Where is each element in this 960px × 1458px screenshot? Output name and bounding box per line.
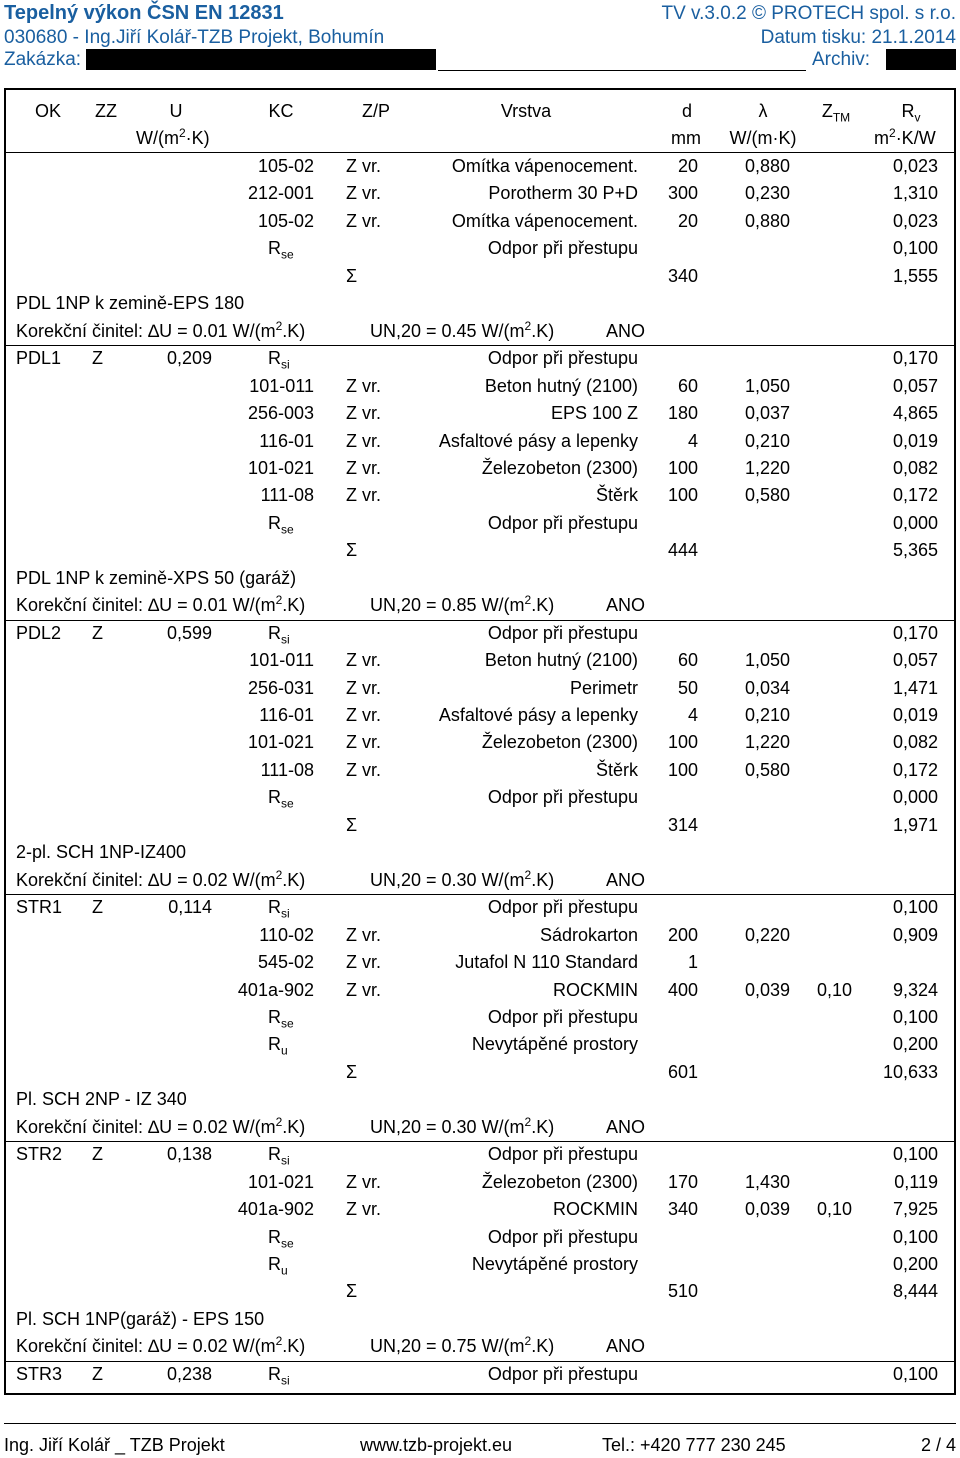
layer-lambda: 0,210 — [744, 430, 790, 451]
layer-thickness: 100 — [667, 732, 698, 753]
resistance-symbol: $R_{si}$ — [268, 897, 290, 921]
col-rv-unit: $m^2\cdot K/W$ — [874, 126, 936, 148]
table-row — [6, 345, 954, 372]
layer-code: 116-01 — [259, 705, 314, 725]
col-u-unit: $W/(m^2\cdot K)$ — [136, 126, 210, 148]
correction-factor: Korekční činitel: ∆U = 0.02 $W/(m^2.K)$ — [16, 1334, 306, 1357]
construction-code: STR3 — [16, 1363, 63, 1384]
layer-code: 101-021 — [247, 1171, 314, 1192]
layer-lambda: 0,580 — [744, 485, 790, 506]
layer-zp: Z vr. — [346, 650, 381, 671]
layer-thickness: 314 — [667, 814, 698, 835]
layer-code: 105-02 — [257, 156, 314, 176]
layer-zp: Z vr. — [346, 457, 381, 478]
layer-resistance: 9,324 — [892, 979, 938, 1000]
layer-name: Omítka vápenocement. — [451, 156, 638, 176]
table-row — [6, 812, 954, 839]
col-lambda-unit: W/(m·K) — [729, 128, 797, 148]
resistance-symbol: $R_{si}$ — [268, 348, 290, 372]
layer-zp: Z vr. — [346, 952, 381, 973]
layer-code: 101-021 — [247, 457, 314, 478]
table-row — [6, 1251, 954, 1278]
sum-symbol: Σ — [346, 1281, 358, 1302]
layer-thickness: 4 — [687, 705, 698, 725]
layer-name: Jutafol N 110 Standard — [455, 952, 638, 973]
table-row — [6, 1004, 954, 1031]
table-row — [6, 647, 954, 674]
layer-resistance: 0,100 — [892, 1226, 938, 1247]
layer-zp: Z vr. — [346, 1199, 381, 1220]
un20-limit: UN,20 = 0.45 $W/(m^2.K)$ — [370, 318, 555, 341]
table-row — [6, 482, 954, 509]
layer-zp: Z vr. — [346, 210, 381, 231]
layer-name: Odpor při přestupu — [487, 787, 638, 808]
table-header-row-1 — [6, 98, 954, 125]
table-row — [6, 1196, 954, 1223]
table-row — [6, 1086, 954, 1113]
layer-name: Štěrk — [595, 485, 638, 506]
layer-name: ROCKMIN — [553, 979, 638, 1000]
table-row — [6, 867, 954, 894]
layer-name: Beton hutný (2100) — [484, 375, 638, 396]
table-row — [6, 400, 954, 427]
construction-code: STR2 — [16, 1144, 63, 1165]
col-zz-header: ZZ — [95, 101, 117, 121]
resistance-symbol: $R_{se}$ — [268, 1226, 294, 1251]
layer-code: 545-02 — [257, 952, 314, 973]
layer-lambda: 0,580 — [744, 759, 790, 780]
table-row — [6, 1224, 954, 1251]
layer-thickness: 444 — [667, 540, 698, 561]
table-row — [6, 1361, 954, 1388]
layer-name: Odpor při přestupu — [487, 622, 638, 643]
layer-thickness: 1 — [687, 952, 698, 973]
table-row — [6, 1141, 954, 1168]
correction-factor: Korekční činitel: ∆U = 0.01 $W/(m^2.K)$ — [16, 593, 306, 616]
layer-name: Odpor při přestupu — [487, 897, 638, 918]
layer-resistance: 0,100 — [892, 1144, 938, 1165]
col-layer-header: Vrstva — [500, 101, 552, 121]
col-rv-header: $R_v$ — [901, 101, 921, 125]
layer-name: Železobeton (2300) — [481, 457, 638, 478]
layer-resistance: 10,633 — [882, 1061, 938, 1082]
resistance-symbol: $R_{se}$ — [268, 238, 294, 262]
layer-thickness: 340 — [667, 1199, 698, 1220]
table-row — [6, 675, 954, 702]
layer-zp: Z vr. — [346, 403, 381, 424]
layer-resistance: 4,865 — [892, 403, 938, 424]
resistance-symbol: $R_{si}$ — [268, 1144, 290, 1168]
layer-lambda: 1,220 — [744, 457, 790, 478]
layer-resistance: 0,019 — [892, 705, 938, 725]
layer-lambda: 1,220 — [744, 732, 790, 753]
header-line-3 — [0, 48, 960, 71]
resistance-symbol: $R_u$ — [268, 1254, 288, 1278]
layer-zp: Z vr. — [346, 732, 381, 753]
layer-lambda: 1,050 — [744, 375, 790, 396]
layer-thickness: 340 — [667, 265, 698, 286]
layer-resistance: 7,925 — [892, 1199, 938, 1220]
layer-name: Sádrokarton — [539, 924, 638, 945]
layer-code: 101-011 — [249, 650, 314, 671]
layer-thickness: 200 — [667, 924, 698, 945]
layer-code: 212-001 — [247, 183, 314, 204]
table-row — [6, 784, 954, 811]
table-row — [6, 1278, 954, 1305]
footer-phone: Tel.: +420 777 230 245 — [602, 1435, 786, 1455]
layer-code: 101-021 — [247, 732, 314, 753]
order-redacted-bar — [86, 49, 436, 70]
table-row — [6, 318, 954, 345]
layer-name: Nevytápěné prostory — [471, 1034, 638, 1055]
layer-resistance: 0,119 — [894, 1171, 938, 1192]
construction-zz: Z — [92, 348, 103, 369]
table-row — [6, 565, 954, 592]
layer-code: 116-01 — [259, 430, 314, 451]
header-line-1 — [0, 2, 960, 25]
table-row — [6, 455, 954, 482]
layer-lambda: 0,220 — [744, 924, 790, 945]
layer-name: Odpor při přestupu — [487, 1363, 638, 1384]
table-row — [6, 235, 954, 262]
requirement-met: ANO — [606, 869, 646, 890]
construction-u-value: 0,599 — [166, 622, 212, 643]
table-row — [6, 894, 954, 921]
layer-lambda: 0,210 — [744, 705, 790, 725]
layer-thickness: 60 — [677, 650, 698, 671]
table-row — [6, 153, 954, 180]
table-row — [6, 1306, 954, 1333]
layer-ztm: 0,10 — [816, 979, 852, 1000]
layer-resistance: 0,200 — [892, 1254, 938, 1274]
col-ok-header: OK — [34, 101, 61, 121]
layer-thickness: 60 — [677, 375, 698, 396]
layer-lambda: 0,034 — [744, 677, 790, 698]
construction-zz: Z — [92, 1144, 103, 1165]
layer-code: 401a-902 — [237, 979, 314, 1000]
layer-resistance: 0,057 — [892, 650, 938, 671]
layer-code: 110-02 — [259, 924, 314, 945]
table-row — [6, 510, 954, 537]
col-ztm-header: $Z_{TM}$ — [821, 101, 851, 125]
un20-limit: UN,20 = 0.85 $W/(m^2.K)$ — [370, 593, 555, 616]
layer-zp: Z vr. — [346, 183, 381, 204]
layer-resistance: 0,170 — [892, 348, 938, 369]
sum-symbol: Σ — [346, 540, 358, 561]
layer-name: Železobeton (2300) — [481, 732, 638, 753]
layer-resistance: 0,023 — [892, 156, 938, 176]
table-row — [6, 1114, 954, 1141]
layer-resistance: 0,100 — [892, 1363, 938, 1384]
table-row — [6, 290, 954, 317]
col-lambda-header: λ — [758, 101, 768, 121]
page-footer — [0, 1420, 960, 1458]
layer-thickness: 4 — [687, 430, 698, 451]
table-row — [6, 1169, 954, 1196]
layer-resistance: 0,100 — [892, 1006, 938, 1027]
layer-code: 256-031 — [247, 677, 314, 698]
layer-name: EPS 100 Z — [550, 403, 638, 424]
layer-name: Železobeton (2300) — [481, 1171, 638, 1192]
layer-resistance: 1,310 — [892, 183, 938, 204]
table-row — [6, 592, 954, 619]
table-row — [6, 922, 954, 949]
layer-thickness: 510 — [667, 1281, 698, 1302]
layer-resistance: 0,200 — [892, 1034, 938, 1055]
archive-label: Archiv: — [812, 49, 871, 70]
layer-code: 401a-902 — [237, 1199, 314, 1220]
table-row — [6, 757, 954, 784]
author-info: 030680 - Ing.Jiří Kolář-TZB Projekt, Bohumín — [4, 27, 385, 48]
layer-zp: Z vr. — [346, 924, 381, 945]
sum-symbol: Σ — [346, 1061, 358, 1082]
archive-redacted-bar — [886, 49, 956, 70]
layer-name: Odpor při přestupu — [487, 348, 638, 369]
table-row — [6, 839, 954, 866]
construction-code: STR1 — [16, 897, 63, 918]
construction-code: PDL1 — [16, 348, 62, 369]
layer-resistance: 0,170 — [892, 622, 938, 643]
construction-table — [4, 88, 956, 1395]
construction-name: Pl. SCH 2NP - IZ 340 — [16, 1089, 187, 1110]
layer-code: 256-003 — [247, 403, 314, 424]
construction-u-value: 0,238 — [166, 1363, 212, 1384]
layer-resistance: 8,444 — [892, 1281, 938, 1302]
layer-zp: Z vr. — [346, 979, 381, 1000]
layer-name: Beton hutný (2100) — [484, 650, 638, 671]
table-row — [6, 729, 954, 756]
table-row — [6, 1059, 954, 1086]
layer-lambda: 0,039 — [744, 979, 790, 1000]
layer-zp: Z vr. — [346, 705, 381, 725]
table-row — [6, 373, 954, 400]
layer-thickness: 100 — [667, 485, 698, 506]
col-u-header: U — [169, 101, 183, 121]
resistance-symbol: $R_{si}$ — [268, 622, 290, 647]
layer-zp: Z vr. — [346, 485, 381, 506]
un20-limit: UN,20 = 0.30 $W/(m^2.K)$ — [370, 867, 555, 890]
resistance-symbol: $R_{se}$ — [268, 787, 294, 811]
footer-page-number: 2 / 4 — [920, 1435, 956, 1455]
order-underline — [438, 70, 806, 71]
layer-zp: Z vr. — [346, 677, 381, 698]
layer-resistance: 1,471 — [892, 677, 938, 698]
layer-thickness: 170 — [667, 1171, 698, 1192]
correction-factor: Korekční činitel: ∆U = 0.02 $W/(m^2.K)$ — [16, 867, 306, 890]
table-row — [6, 263, 954, 290]
layer-resistance: 1,971 — [892, 814, 938, 835]
layer-name: Perimetr — [569, 677, 638, 698]
table-row — [6, 620, 954, 647]
layer-thickness: 100 — [667, 759, 698, 780]
table-row — [6, 702, 954, 729]
construction-u-value: 0,209 — [166, 348, 212, 369]
layer-resistance: 0,100 — [892, 897, 938, 918]
print-date: Datum tisku: 21.1.2014 — [760, 27, 956, 48]
col-d-header: d — [681, 101, 692, 121]
layer-name: Asfaltové pásy a lepenky — [438, 705, 638, 725]
table-row — [6, 977, 954, 1004]
layer-thickness: 100 — [667, 457, 698, 478]
layer-resistance: 0,019 — [892, 430, 938, 451]
layer-thickness: 300 — [667, 183, 698, 204]
layer-lambda: 1,430 — [744, 1171, 790, 1192]
layer-thickness: 601 — [667, 1061, 698, 1082]
construction-name: PDL 1NP k zemině-XPS 50 (garáž) — [16, 567, 297, 588]
requirement-met: ANO — [606, 1116, 646, 1137]
layer-resistance: 0,909 — [892, 924, 938, 945]
layer-lambda: 0,037 — [744, 403, 790, 424]
construction-u-value: 0,114 — [168, 897, 212, 918]
table-row — [6, 1031, 954, 1058]
resistance-symbol: $R_u$ — [268, 1034, 288, 1058]
layer-resistance: 0,172 — [892, 759, 938, 780]
sum-symbol: Σ — [346, 265, 358, 286]
layer-code: 101-011 — [249, 375, 314, 396]
table-row — [6, 208, 954, 235]
layer-name: Štěrk — [595, 759, 638, 780]
page-header — [0, 0, 960, 72]
layer-zp: Z vr. — [346, 759, 381, 780]
construction-zz: Z — [92, 622, 103, 643]
layer-resistance: 0,100 — [892, 238, 938, 259]
requirement-met: ANO — [606, 1336, 646, 1357]
construction-name: PDL 1NP k zemině-EPS 180 — [16, 293, 245, 314]
layer-name: Nevytápěné prostory — [471, 1254, 638, 1274]
layer-resistance: 0,082 — [892, 457, 938, 478]
layer-lambda: 0,880 — [744, 210, 790, 231]
construction-name: Pl. SCH 1NP(garáž) - EPS 150 — [16, 1308, 265, 1329]
layer-code: 111-08 — [260, 759, 314, 780]
un20-limit: UN,20 = 0.75 $W/(m^2.K)$ — [370, 1334, 555, 1357]
col-d-unit: mm — [671, 128, 701, 148]
layer-code: 105-02 — [257, 210, 314, 231]
sum-symbol: Σ — [346, 814, 358, 835]
header-line-2 — [0, 26, 960, 49]
layer-resistance: 5,365 — [892, 540, 938, 561]
un20-limit: UN,20 = 0.30 $W/(m^2.K)$ — [370, 1114, 555, 1137]
layer-resistance: 0,172 — [892, 485, 938, 506]
order-label: Zakázka: — [4, 49, 82, 70]
layer-code: 111-08 — [260, 485, 314, 506]
layer-lambda: 0,039 — [744, 1199, 790, 1220]
table-header-row-2 — [6, 125, 954, 152]
requirement-met: ANO — [606, 595, 646, 616]
document-title: Tepelný výkon ČSN EN 12831 — [4, 2, 284, 24]
resistance-symbol: $R_{se}$ — [268, 512, 294, 537]
table-row — [6, 428, 954, 455]
layer-name: Odpor při přestupu — [487, 1144, 638, 1165]
table-row — [6, 949, 954, 976]
table-row — [6, 537, 954, 564]
col-kc-header: KC — [268, 101, 294, 121]
layer-zp: Z vr. — [346, 1171, 381, 1192]
footer-rule — [4, 1423, 956, 1424]
layer-name: ROCKMIN — [553, 1199, 638, 1220]
resistance-symbol: $R_{se}$ — [268, 1006, 294, 1031]
layer-name: Odpor při přestupu — [487, 1226, 638, 1247]
layer-zp: Z vr. — [346, 156, 381, 176]
layer-thickness: 400 — [667, 979, 698, 1000]
resistance-symbol: $R_{si}$ — [268, 1363, 290, 1388]
layer-thickness: 180 — [667, 403, 698, 424]
layer-lambda: 0,230 — [744, 183, 790, 204]
layer-name: Porotherm 30 P+D — [488, 183, 638, 204]
construction-u-value: 0,138 — [166, 1144, 212, 1165]
layer-ztm: 0,10 — [816, 1199, 852, 1220]
layer-resistance: 0,023 — [892, 210, 938, 231]
layer-zp: Z vr. — [346, 375, 381, 396]
construction-zz: Z — [92, 897, 103, 918]
layer-resistance: 0,082 — [892, 732, 938, 753]
software-version: TV v.3.0.2 © PROTECH spol. s r.o. — [661, 3, 956, 24]
layer-resistance: 0,000 — [892, 787, 938, 808]
layer-name: Odpor při přestupu — [487, 512, 638, 533]
layer-lambda: 0,880 — [744, 156, 790, 176]
footer-web: www.tzb-projekt.eu — [360, 1435, 513, 1455]
correction-factor: Korekční činitel: ∆U = 0.02 $W/(m^2.K)$ — [16, 1114, 306, 1137]
layer-name: Asfaltové pásy a lepenky — [438, 430, 638, 451]
layer-thickness: 20 — [677, 210, 698, 231]
table-row — [6, 180, 954, 207]
correction-factor: Korekční činitel: ∆U = 0.01 $W/(m^2.K)$ — [16, 318, 306, 341]
requirement-met: ANO — [606, 320, 646, 341]
layer-name: Omítka vápenocement. — [451, 210, 638, 231]
layer-lambda: 1,050 — [744, 650, 790, 671]
construction-zz: Z — [92, 1363, 103, 1384]
layer-thickness: 50 — [677, 677, 698, 698]
layer-resistance: 1,555 — [892, 265, 938, 286]
layer-thickness: 20 — [677, 156, 698, 176]
layer-name: Odpor při přestupu — [487, 238, 638, 259]
construction-code: PDL2 — [16, 622, 62, 643]
col-zp-header: Z/P — [361, 101, 390, 121]
layer-name: Odpor při přestupu — [487, 1006, 638, 1027]
table-row — [6, 1333, 954, 1360]
construction-name: 2-pl. SCH 1NP-IZ400 — [16, 842, 187, 863]
layer-resistance: 0,057 — [892, 375, 938, 396]
footer-company: Ing. Jiří Kolář _ TZB Projekt — [4, 1435, 225, 1455]
layer-zp: Z vr. — [346, 430, 381, 451]
layer-resistance: 0,000 — [892, 512, 938, 533]
